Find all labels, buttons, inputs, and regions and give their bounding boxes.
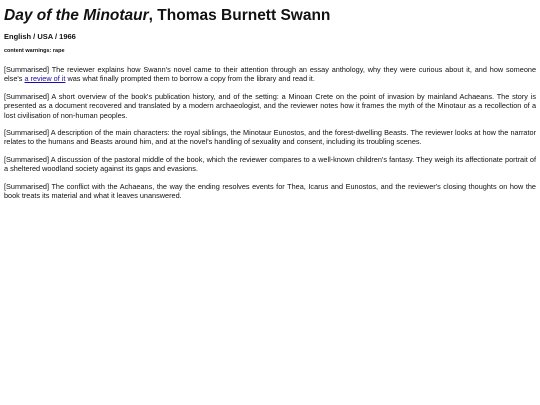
paragraph-conflict: [Summarised] The conflict with the Achaeans, the way the ending resolves events for Thea, Icarus and Eunostos, and the reviewer's closing thoughts on how the book treats its material and what it leaves unanswered.: [4, 181, 536, 201]
intro-text-before: [Summarised] The reviewer explains how Swann's novel came to their attention through an essay anthology, why they were curious about it, and how someone else's: [4, 65, 536, 84]
tags-line: English / USA / 1966: [4, 32, 76, 41]
page-title: [4, 6, 536, 25]
title-separator: ,: [148, 7, 153, 24]
paragraph-intro: [4, 65, 536, 84]
paragraph-background: [Summarised] A short overview of the book's publication history, and of the setting: a Minoan Crete on the point of invasion by mainland Achaeans. The story is presented as a document recovered and translated by a modern archaeologist, and the reviewer notes how it frames the myth of the Minotaur as a recollection of a lost civilisation of non-human peoples.: [4, 91, 536, 120]
paragraph-pastoral: [Summarised] A discussion of the pastoral middle of the book, which the reviewer compares to a well-known children's fantasy. They weigh its affectionate portrait of a sheltered woodland society against its gaps and evasions.: [4, 154, 536, 174]
content-warning: content warnings: rape: [4, 48, 65, 54]
book-author: Thomas Burnett Swann: [157, 7, 331, 24]
book-title: Day of the Minotaur: [4, 7, 149, 24]
paragraph-characters: [Summarised] A description of the main characters: the royal siblings, the Minotaur Eunostos, and the forest-dwelling Beasts. The reviewer looks at how the narrator relates to the humans and Beasts around him, and at the novel's handling of sexuality and consent, including its troubling scenes.: [4, 128, 536, 147]
review-link[interactable]: a review of it: [24, 74, 66, 84]
intro-text-after: was what finally prompted them to borrow a copy from the library and read it.: [65, 74, 315, 84]
